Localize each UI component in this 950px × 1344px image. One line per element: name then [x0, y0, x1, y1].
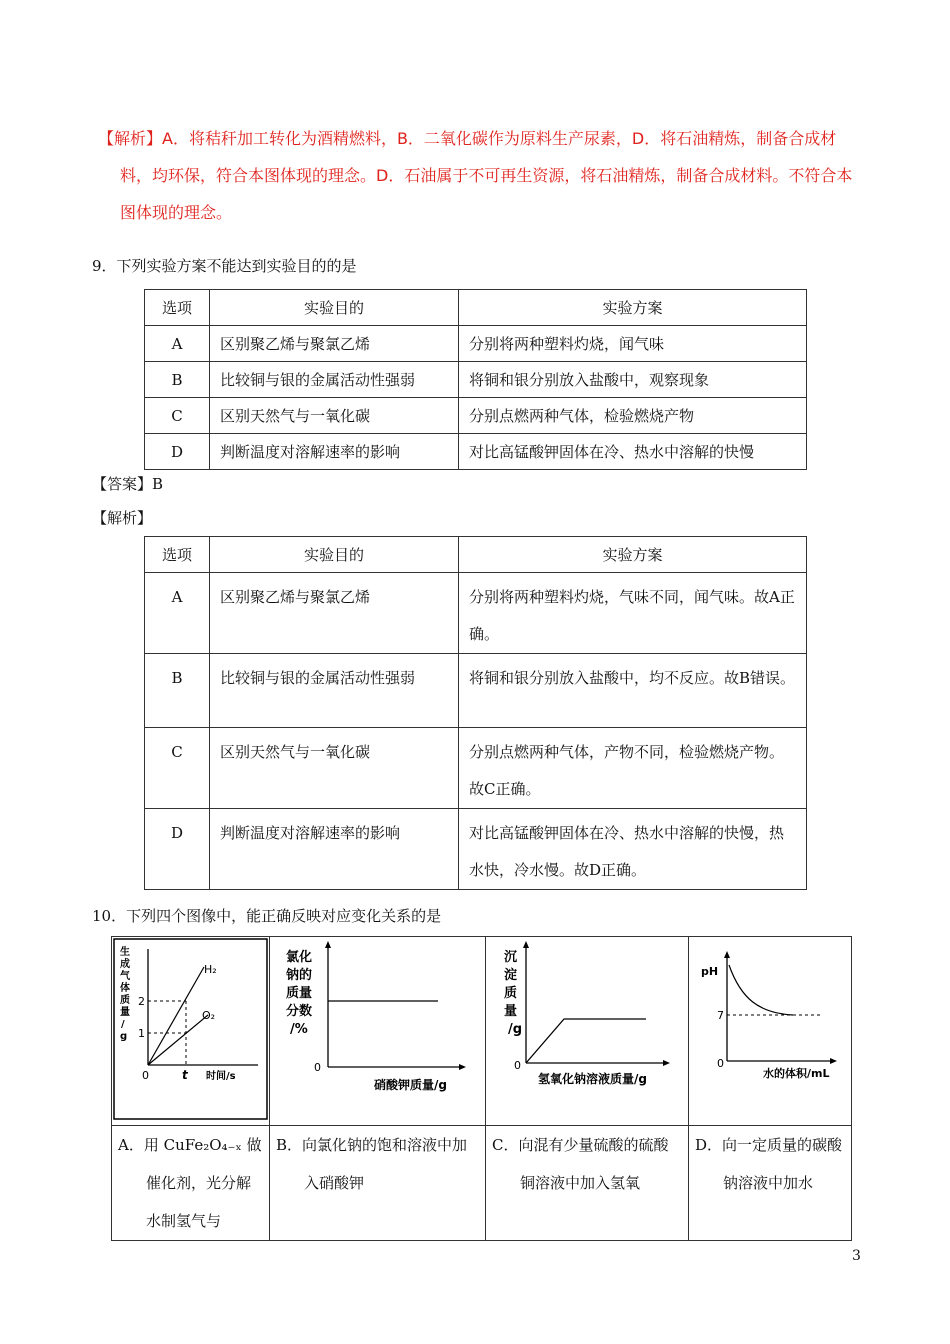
svg-text:气: 气	[120, 971, 130, 982]
graph-a-xlabel: 时间/s	[206, 1071, 236, 1082]
graph-d-curve	[729, 965, 793, 1015]
graph-c-ylabel	[504, 949, 522, 1037]
header-option: 选项	[145, 290, 210, 326]
q9-table	[144, 289, 807, 470]
graph-b	[270, 937, 485, 1121]
svg-text:量: 量	[120, 1007, 130, 1018]
svg-text:淀: 淀	[504, 968, 518, 983]
answer-9: 【答案】B	[92, 475, 164, 493]
cell-purpose: 比较铜与银的金属活动性强弱	[210, 362, 459, 398]
svg-text:质: 质	[504, 986, 518, 1001]
svg-text:分数: 分数	[286, 1004, 313, 1019]
question-10-title: 10．下列四个图像中，能正确反映对应变化关系的是	[92, 907, 442, 925]
graph-b-origin: 0	[314, 1061, 321, 1074]
header-plan: 实验方案	[459, 290, 807, 326]
graph-d-y-arrow	[724, 951, 730, 958]
page-number: 3	[852, 1248, 861, 1264]
header-purpose: 实验目的	[210, 537, 459, 573]
graph-b-cell	[270, 937, 486, 1126]
cell-purpose: 判断温度对溶解速率的影响	[210, 809, 459, 890]
header-option: 选项	[145, 537, 210, 573]
graph-c-cell	[486, 937, 689, 1126]
svg-text:成: 成	[120, 959, 130, 970]
graph-b-y-arrow	[325, 941, 331, 948]
cell-plan: 将铜和银分别放入盐酸中，均不反应。故B错误。	[459, 654, 807, 728]
graph-d-tick-7: 7	[717, 1009, 724, 1022]
cell-option: B	[145, 654, 210, 728]
cell-option: D	[145, 809, 210, 890]
cell-option: A	[145, 573, 210, 654]
table-row	[145, 809, 807, 890]
graph-c-y-arrow	[523, 941, 529, 948]
svg-text:氯化: 氯化	[286, 950, 313, 965]
question-9-title: 9．下列实验方案不能达到实验目的的是	[92, 257, 357, 275]
graph-d-x-arrow	[830, 1058, 837, 1064]
tick-2: 2	[138, 995, 145, 1008]
caption-a: A．用 CuFe₂O₄₋ₓ 做催化剂，光分解水制氢气与	[112, 1126, 270, 1241]
cell-purpose: 区别天然气与一氧化碳	[210, 728, 459, 809]
caption-b: B．向氯化钠的饱和溶液中加入硝酸钾	[270, 1126, 486, 1241]
graph-d-ylabel: pH	[701, 965, 719, 978]
cell-plan: 将铜和银分别放入盐酸中，观察现象	[459, 362, 807, 398]
h2-line	[148, 967, 204, 1065]
graph-a-cell	[112, 937, 270, 1126]
graph-c-x-arrow	[663, 1060, 670, 1066]
graph-d-cell	[689, 937, 852, 1126]
graph-a-ylabel	[120, 945, 131, 1042]
graph-d-xlabel: 水的体积/mL	[763, 1067, 830, 1080]
graph-c-origin: 0	[514, 1059, 521, 1072]
analysis-8	[98, 120, 868, 231]
cell-option: B	[145, 362, 210, 398]
table-row	[145, 573, 807, 654]
graph-c-xlabel: 氢氧化钠溶液质量/g	[538, 1072, 647, 1086]
cell-plan: 分别将两种塑料灼烧，气味不同，闻气味。故A正确。	[459, 573, 807, 654]
graph-b-x-arrow	[459, 1064, 466, 1070]
table-row	[145, 398, 807, 434]
cell-plan: 分别点燃两种气体，检验燃烧产物	[459, 398, 807, 434]
cell-option: D	[145, 434, 210, 470]
analysis-8-text: 【解析】A．将秸秆加工转化为酒精燃料，B．二氧化碳作为原料生产尿素，D．将石油精炼，制备合成材料，均环保，符合本图体现的理念。D．石油属于不可再生资源，将石油精炼，制备合成材料。不符合本图体现的理念。	[98, 129, 853, 222]
q9-analysis-table	[144, 536, 807, 890]
header-purpose: 实验目的	[210, 290, 459, 326]
svg-text:/: /	[121, 1019, 125, 1030]
graph-b-ylabel	[286, 949, 312, 1037]
graph-c	[486, 937, 688, 1121]
cell-plan: 对比高锰酸钾固体在冷、热水中溶解的快慢	[459, 434, 807, 470]
o2-label: O₂	[202, 1009, 216, 1022]
table-row	[145, 654, 807, 728]
svg-text:体: 体	[120, 983, 130, 994]
cell-option: C	[145, 398, 210, 434]
svg-text:量: 量	[504, 1004, 518, 1019]
svg-text:g: g	[120, 1031, 128, 1042]
graph-d	[689, 937, 851, 1121]
cell-purpose: 区别聚乙烯与聚氯乙烯	[210, 326, 459, 362]
caption-d: D．向一定质量的碳酸钠溶液中加水	[689, 1126, 852, 1241]
cell-option: A	[145, 326, 210, 362]
svg-text:/g: /g	[508, 1022, 523, 1037]
graph-d-origin: 0	[717, 1057, 724, 1070]
graph-a-origin: 0	[142, 1069, 149, 1082]
h2-label: H₂	[204, 963, 217, 976]
cell-purpose: 区别聚乙烯与聚氯乙烯	[210, 573, 459, 654]
table-row	[145, 362, 807, 398]
table-header	[145, 290, 807, 326]
cell-plan: 对比高锰酸钾固体在冷、热水中溶解的快慢，热水快，冷水慢。故D正确。	[459, 809, 807, 890]
table-header	[145, 537, 807, 573]
tick-1: 1	[138, 1027, 145, 1040]
o2-line	[148, 1015, 208, 1065]
svg-text:钠的: 钠的	[286, 968, 313, 983]
table-row	[145, 434, 807, 470]
graph-a	[112, 937, 269, 1121]
caption-c: C．向混有少量硫酸的硫酸铜溶液中加入氢氧	[486, 1126, 689, 1241]
graph-b-xlabel: 硝酸钾质量/g	[374, 1078, 447, 1092]
analysis-9-label: 【解析】	[92, 509, 153, 527]
svg-text:生: 生	[120, 947, 130, 958]
q10-graphs-table	[111, 936, 852, 1241]
svg-text:沉: 沉	[504, 950, 518, 965]
svg-text:质: 质	[120, 995, 130, 1006]
cell-plan: 分别将两种塑料灼烧，闻气味	[459, 326, 807, 362]
table-row	[145, 728, 807, 809]
svg-text:质量: 质量	[286, 986, 313, 1001]
svg-text:/%: /%	[290, 1022, 308, 1037]
table-row	[145, 326, 807, 362]
cell-purpose: 比较铜与银的金属活动性强弱	[210, 654, 459, 728]
cell-plan: 分别点燃两种气体，产物不同，检验燃烧产物。故C正确。	[459, 728, 807, 809]
cell-purpose: 区别天然气与一氧化碳	[210, 398, 459, 434]
header-plan: 实验方案	[459, 537, 807, 573]
cell-purpose: 判断温度对溶解速率的影响	[210, 434, 459, 470]
graph-c-line	[526, 1019, 646, 1063]
t-label: t	[182, 1068, 188, 1082]
cell-option: C	[145, 728, 210, 809]
